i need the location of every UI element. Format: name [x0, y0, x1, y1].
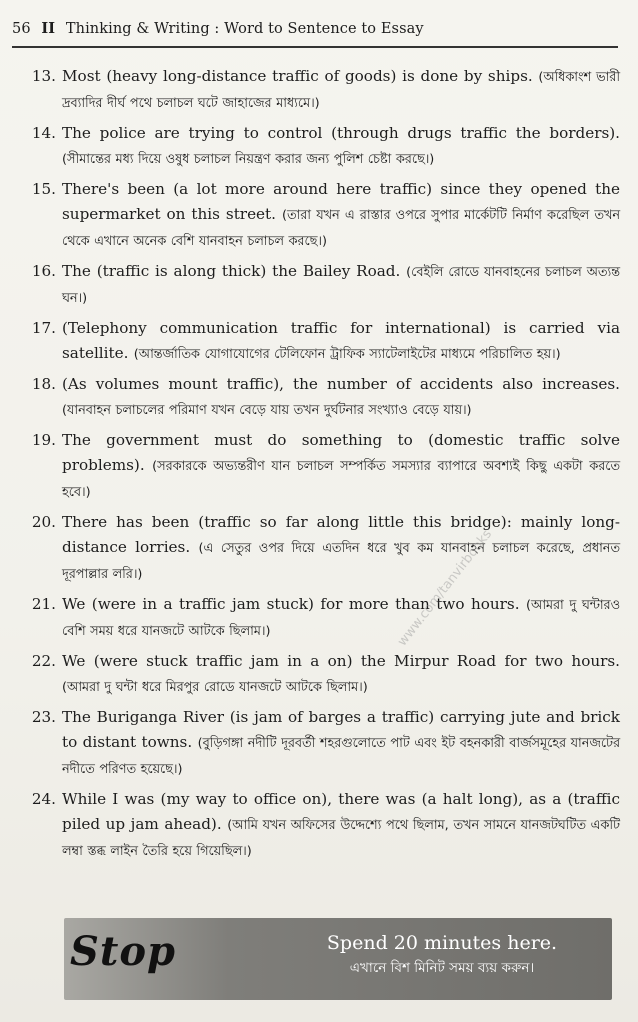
item-text	[62, 705, 620, 782]
item-english-sentence: There's been (a lot more around here traffic) since they opened the supermarket on this street.	[62, 180, 620, 223]
item-text	[62, 372, 620, 423]
stop-instructions	[286, 930, 598, 980]
book-title: Thinking & Writing : Word to Sentence to Essay	[65, 21, 424, 37]
item-number: 20.	[31, 513, 56, 531]
item-number: 21.	[31, 595, 56, 613]
item-bangla-translation: (বেইলি রোডে যানবাহনের চলাচল অত্যন্ত ঘন।)	[62, 265, 620, 306]
exercise-item	[20, 705, 620, 782]
item-bangla-translation: (সীমান্তের মধ্য দিয়ে ওষুধ চলাচল নিয়ন্ত্রণ করার জন্য পুলিশ চেষ্টা করছে।)	[62, 152, 435, 167]
item-bangla-translation: (আমি যখন অফিসের উদ্দেশ্যে পথে ছিলাম, তখন সামনে যানজটঘটিত একটি লম্বা স্তব্ধ লাইন তৈরি হয়ে গিয়েছিল।)	[62, 818, 620, 859]
item-english-sentence: Most (heavy long-distance traffic of goods) is done by ships.	[62, 67, 533, 85]
item-number: 13.	[31, 67, 56, 85]
item-english-sentence: We (were in a traffic jam stuck) for more than two hours.	[62, 595, 520, 613]
item-bangla-translation: (বুড়িগঙ্গা নদীটি দূরবর্তী শহরগুলোতে পাট এবং ইট বহনকারী বার্জসমূহের যানজটের নদীতে পরিণত হয়েছে।)	[62, 736, 621, 777]
item-english-sentence: (Telephony communication traffic for international) is carried via satellite.	[62, 319, 620, 362]
item-bangla-translation: (তারা যখন এ রাস্তার ওপরে সুপার মার্কেটটি নির্মাণ করেছিল তখন থেকে এখানে অনেক বেশি যানবাহন চলাচল করছে।)	[62, 208, 620, 249]
item-number: 22.	[31, 652, 56, 670]
item-number: 17.	[31, 319, 56, 337]
item-text	[62, 428, 620, 505]
item-text	[62, 510, 620, 587]
header-rule	[12, 46, 618, 48]
item-text	[62, 592, 620, 644]
exercise-item	[20, 316, 620, 367]
item-number: 19.	[31, 431, 56, 449]
exercise-item	[20, 121, 620, 172]
item-text	[62, 121, 620, 172]
exercise-item	[20, 510, 620, 587]
item-text	[62, 177, 620, 254]
item-text	[62, 316, 620, 367]
stop-instruction-en: Spend 20 minutes here.	[326, 932, 558, 954]
item-bangla-translation: (এ সেতুর ওপর দিয়ে এতদিন ধরে খুব কম যানবাহন চলাচল করেছে, প্রধানত দূরপাল্লার লরি।)	[62, 541, 621, 582]
item-number: 23.	[31, 708, 56, 726]
item-bangla-translation: (অধিকাংশ ভারী দ্রব্যাদির দীর্ঘ পথে চলাচল ঘটে জাহাজের মাধ্যমে।)	[62, 70, 620, 111]
item-text	[62, 259, 620, 311]
item-number: 24.	[31, 790, 56, 808]
exercise-item	[20, 787, 620, 864]
exercise-list	[20, 64, 620, 869]
item-number: 15.	[31, 180, 56, 198]
exercise-item	[20, 64, 620, 116]
stop-instruction-bn: এখানে বিশ মিনিট সময় ব্যয় করুন।	[349, 960, 535, 976]
item-number: 14.	[31, 124, 56, 142]
item-english-sentence: The Buriganga River (is jam of barges a traffic) carrying jute and brick to distant towns.	[62, 708, 620, 751]
item-bangla-translation: (আমরা দু ঘন্টা ধরে মিরপুর রোডে যানজটে আটকে ছিলাম।)	[62, 680, 368, 695]
item-english-sentence: We (were stuck traffic jam in a on) the Mirpur Road for two hours.	[62, 652, 620, 670]
exercise-item	[20, 259, 620, 311]
item-english-sentence: The (traffic is along thick) the Bailey Road.	[62, 262, 401, 280]
exercise-item	[20, 372, 620, 423]
stop-label: Stop	[70, 928, 177, 975]
item-bangla-translation: (সরকারকে অভ্যন্তরীণ যান চলাচল সম্পর্কিত সমস্যার ব্যাপারে অবশ্যই কিছু একটা করতে হবে।)	[62, 459, 621, 500]
item-english-sentence: The police are trying to control (through drugs traffic the borders).	[62, 124, 620, 142]
item-english-sentence: While I was (my way to office on), there was (a halt long), as a (traffic piled up jam ahead).	[62, 790, 620, 833]
item-number: 18.	[31, 375, 56, 393]
stop-banner	[64, 918, 612, 1000]
item-bangla-translation: (আন্তর্জাতিক যোগাযোগের টেলিফোন ট্রাফিক স্যাটেলাইটের মাধ্যমে পরিচালিত হয়।)	[133, 347, 561, 362]
item-english-sentence: The government must do something to (domestic traffic solve problems).	[62, 431, 620, 474]
item-number: 16.	[31, 262, 56, 280]
header-separator: II	[41, 20, 56, 37]
item-text	[62, 787, 620, 864]
item-text	[62, 649, 620, 700]
exercise-item	[20, 428, 620, 505]
exercise-item	[20, 649, 620, 700]
page-header	[12, 20, 618, 50]
page-number: 56	[12, 21, 31, 37]
watermark: www.com/tanvirbooks	[395, 526, 496, 650]
item-text	[62, 64, 620, 116]
exercise-item	[20, 177, 620, 254]
item-bangla-translation: (আমরা দু ঘন্টারও বেশি সময় ধরে যানজটে আটকে ছিলাম।)	[62, 598, 620, 639]
item-english-sentence: There has been (traffic so far along little this bridge): mainly long-distance lorries.	[62, 513, 620, 556]
item-english-sentence: (As volumes mount traffic), the number of accidents also increases.	[62, 375, 620, 393]
exercise-item	[20, 592, 620, 644]
item-bangla-translation: (যানবাহন চলাচলের পরিমাণ যখন বেড়ে যায় তখন দুর্ঘটনার সংখ্যাও বেড়ে যায়।)	[62, 403, 472, 418]
